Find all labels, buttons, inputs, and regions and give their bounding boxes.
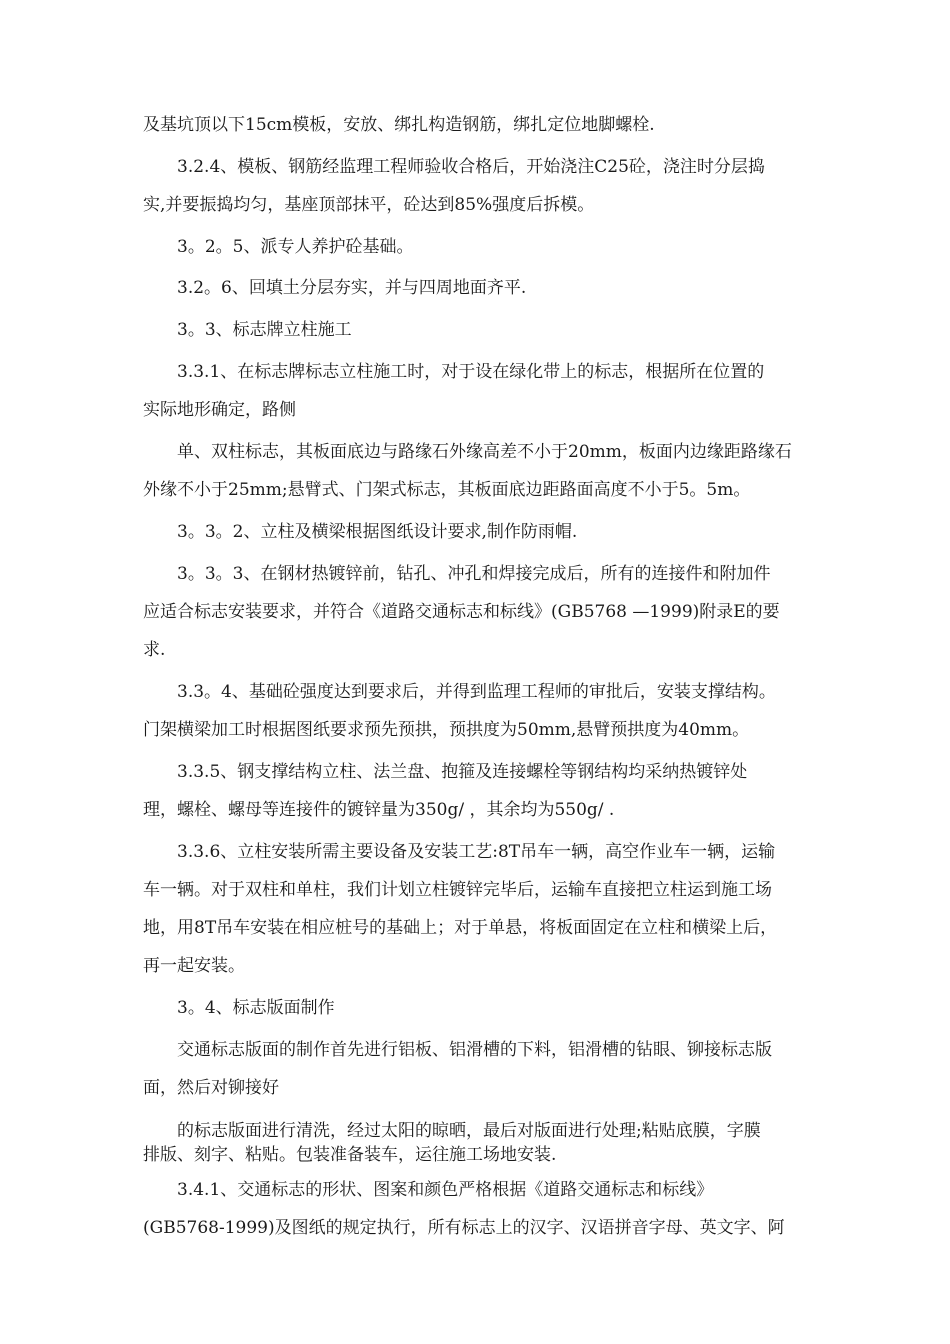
text-line: 3.3。4、基础砼强度达到要求后，并得到监理工程师的审批后，安装支撑结构。 bbox=[177, 682, 776, 702]
text-line: 3。3。2、立柱及横梁根据图纸设计要求,制作防雨帽. bbox=[177, 522, 578, 542]
text-line: 3。3。3、在钢材热镀锌前，钻孔、冲孔和焊接完成后，所有的连接件和附加件 bbox=[177, 564, 771, 584]
text-line: 理，螺栓、螺母等连接件的镀锌量为350g/ ，其余均为550g/ . bbox=[143, 800, 615, 820]
text-line: 3。2。5、派专人养护砼基础。 bbox=[177, 237, 414, 257]
text-line: 3.3.5、钢支撑结构立柱、法兰盘、抱箍及连接螺栓等钢结构均采纳热镀锌处 bbox=[177, 762, 748, 782]
text-line: (GB5768-1999)及图纸的规定执行，所有标志上的汉字、汉语拼音字母、英文字、阿 bbox=[143, 1218, 785, 1238]
text-line: 面，然后对铆接好 bbox=[143, 1078, 279, 1098]
text-line: 求. bbox=[143, 640, 166, 660]
text-line: 3。4、标志版面制作 bbox=[177, 998, 335, 1018]
text-line: 3.2.4、模板、钢筋经监理工程师验收合格后，开始浇注C25砼，浇注时分层捣 bbox=[177, 157, 765, 177]
text-line: 排版、刻字、粘贴。包装准备装车，运往施工场地安装. bbox=[143, 1145, 557, 1165]
text-line: 再一起安装。 bbox=[143, 956, 245, 976]
text-line: 单、双柱标志，其板面底边与路缘石外缘高差不小于20mm，板面内边缘距路缘石 bbox=[177, 442, 792, 462]
text-line: 车一辆。对于双柱和单柱，我们计划立柱镀锌完毕后，运输车直接把立柱运到施工场 bbox=[143, 880, 772, 900]
text-line: 3.3.1、在标志牌标志立柱施工时，对于设在绿化带上的标志，根据所在位置的 bbox=[177, 362, 765, 382]
text-line: 地，用8T吊车安装在相应桩号的基础上；对于单悬，将板面固定在立柱和横梁上后， bbox=[143, 918, 778, 938]
text-line: 3.4.1、交通标志的形状、图案和颜色严格根据《道路交通标志和标线》 bbox=[177, 1180, 714, 1200]
text-line: 及基坑顶以下15cm模板，安放、绑扎构造钢筋，绑扎定位地脚螺栓. bbox=[143, 115, 655, 135]
text-line: 交通标志版面的制作首先进行铝板、铝滑槽的下料，铝滑槽的钻眼、铆接标志版 bbox=[177, 1040, 772, 1060]
text-line: 3。3、标志牌立柱施工 bbox=[177, 320, 352, 340]
text-line: 3.2。6、回填土分层夯实，并与四周地面齐平. bbox=[177, 278, 527, 298]
text-line: 外缘不小于25mm;悬臂式、门架式标志，其板面底边距路面高度不小于5。5m。 bbox=[143, 480, 751, 500]
text-line: 门架横梁加工时根据图纸要求预先预拱，预拱度为50mm,悬臂预拱度为40mm。 bbox=[143, 720, 750, 740]
text-line: 实,并要振捣均匀，基座顶部抹平，砼达到85%强度后拆模。 bbox=[143, 195, 595, 215]
text-line: 应适合标志安装要求，并符合《道路交通标志和标线》(GB5768 —1999)附录E的要 bbox=[143, 602, 780, 622]
text-line: 的标志版面进行清洗，经过太阳的晾晒，最后对版面进行处理;粘贴底膜，字膜 bbox=[177, 1121, 761, 1141]
text-line: 实际地形确定，路侧 bbox=[143, 400, 296, 420]
text-line: 3.3.6、立柱安装所需主要设备及安装工艺:8T吊车一辆，高空作业车一辆，运输 bbox=[177, 842, 776, 862]
